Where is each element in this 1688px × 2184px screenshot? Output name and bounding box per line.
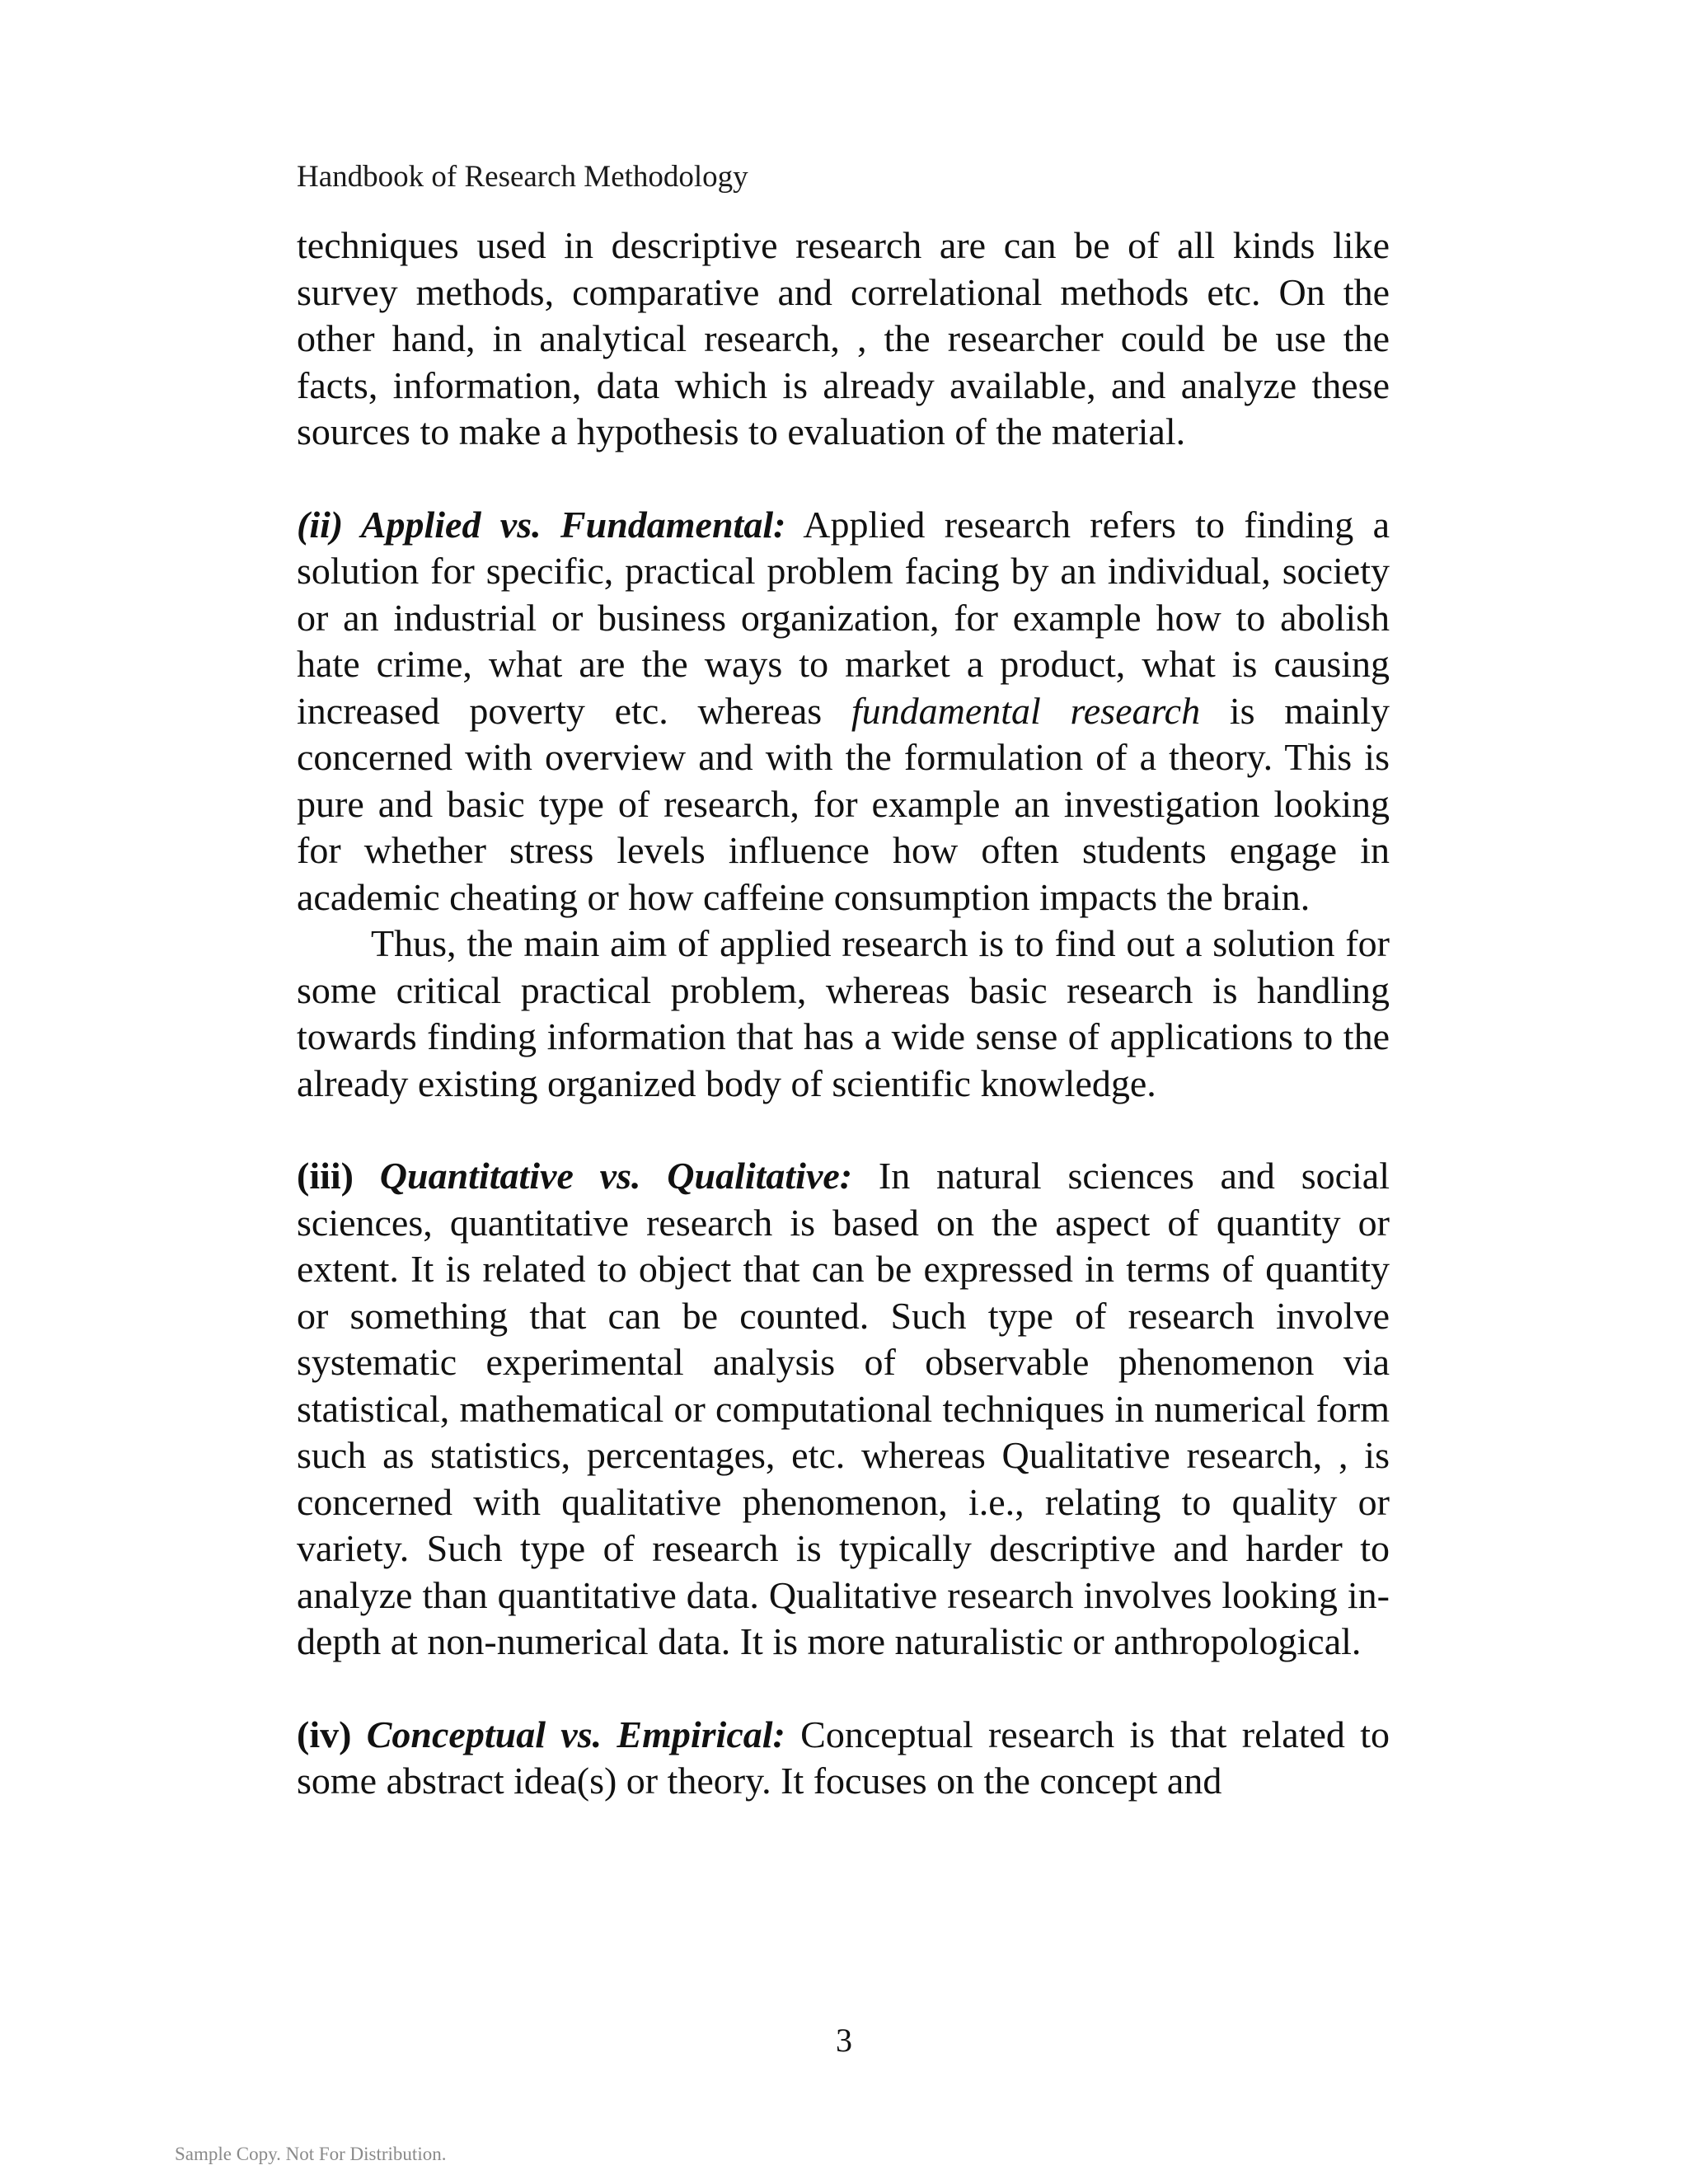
quantitative-text: In natural sciences and social sciences, quantitative research is based on the aspect of quantity or extent. It is related to object that can be expressed in terms of quantity or something that can be counted. Such type of research involve systematic experimental analysis of observable phenomenon via statistical, mathematical or computational techniques in numerical form such as statistics, percentages, etc. whereas Qualitative research, , is concerned with qualitative phenomenon, i.e., relating to quality or variety. Such type of research is typically descriptive and harder to analyze than quantitative data. Qualitative research involves looking in-depth at non-numerical data. It is more naturalistic or anthropological. [297, 1155, 1390, 1662]
paragraph-conceptual-empirical [297, 1712, 1390, 1805]
running-header: Handbook of Research Methodology [297, 160, 748, 194]
page-number: 3 [836, 2022, 852, 2059]
paragraph-quantitative-qualitative [297, 1153, 1390, 1666]
fundamental-research-term: fundamental research [851, 689, 1201, 732]
paragraph-applied-fundamental [297, 502, 1390, 921]
applied-text-part2: is mainly concerned with overview and with the formulation of a theory. This is pure and basic type of research, for example an investigation looking for whether stress levels influence how often students engage in academic cheating or how caffeine consumption impacts the brain. [297, 689, 1390, 918]
applied-text-part1: Applied research refers to finding a solution for specific, practical problem facing by an individual, society or an industrial or business organization, for example how to abolish hate crime, what are the ways to market a product, what is causing increased poverty etc. whereas [297, 503, 1390, 732]
conceptual-text: Conceptual research is that related to some abstract idea(s) or theory. It focuses on the concept and [297, 1713, 1390, 1802]
page-body [297, 223, 1390, 1805]
section-number-iv: (iv) [297, 1713, 352, 1755]
section-heading-conceptual: Conceptual vs. Empirical: [366, 1713, 785, 1755]
paragraph-descriptive-analytical: techniques used in descriptive research are can be of all kinds like survey methods, comparative and correlational methods etc. On the other hand, in analytical research, , the researcher could be use the facts, information, data which is already available, and analyze these sources to make a hypothesis to evaluation of the material. [297, 224, 1390, 452]
paragraph-applied-summary: Thus, the main aim of applied research is to find out a solution for some critical practical problem, whereas basic research is handling towards finding information that has a wide sense of applications to the already existing organized body of scientific knowledge. [297, 922, 1390, 1104]
section-heading-quantitative: Quantitative vs. Qualitative: [379, 1155, 853, 1197]
distribution-notice: Sample Copy. Not For Distribution. [175, 2144, 447, 2164]
section-number-iii: (iii) [297, 1155, 354, 1197]
section-heading-applied: (ii) Applied vs. Fundamental: [297, 503, 786, 546]
